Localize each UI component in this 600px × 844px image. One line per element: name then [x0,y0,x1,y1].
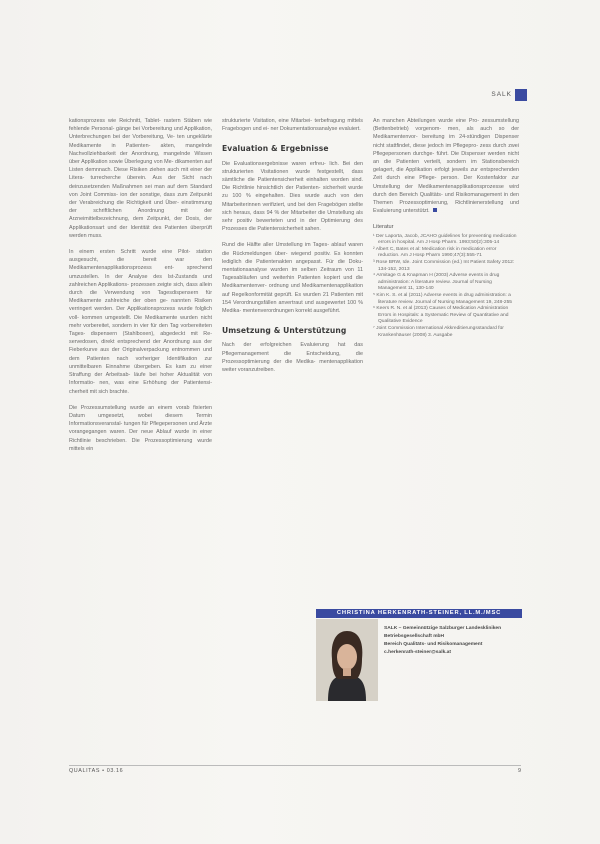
paragraph: Rund die Hälfte aller Umstellung im Tages- ablauf waren die Rückmeldungen über- wiegend positiv. Es konnten lediglich die Patientenakten angepasst. Für die Doku- mentationsanalyse wurden im selben Zeitraum von 11 Tagesabläufen und weiterhin Patienten kopiert und die Medikamentenver- ordnung und Medikamentenapplikation auf Regelkonformität geprüft. Es wurden 21 Patienten mit 154 Verordnungsfällen anvertraut und ausgewertet 100 % Medika- mentenverordnungen korrekt ausgeführt. [222,242,363,315]
section-heading-umsetzung: Umsetzung & Unterstützung [222,326,347,336]
affiliation-line: SALK – Gemeinnützige Salzburger Landeskliniken [384,626,502,631]
author-photo [316,619,378,701]
paragraph-text: An manchen Abteilungen wurde eine Pro- zessumstellung (Bettenbetrieb) vorgenom- men, als auch so der Medikamentenvor- bereitung im 24-stündigen Dispenser nicht stattfindet, diese jedoch im Pflegepro- zess durch zwei Pflegepersonen durchge- führt. Die Dispenser werden nicht an die Patienten verteilt, sondern im Stationsbereich gelagert, die Applikation erfolgt jeweils zur entsprechenden Zeit durch eine Pflege- person. Der Kostenfaktor zur Umstellung der Medikamentenapplikationsprozesse wird durch den Bereich Qualitäts- und Risikomanagement in den Themen Prozessoptimierung, Richtlinienerstellung und Evaluierung unterstützt. [373,118,519,215]
header-square [515,89,527,101]
affiliation-line: Betriebsgesellschaft mbH [384,634,445,639]
paragraph: Die Prozessumstellung wurde an einem vorab fixierten Datum umgesetzt, wobei diesem Termin Informationsveranstal- tungen für Pflegepersonen und Ärzte vorangegangen waren. Der neue Ablauf wurde in einer Richtlinie beschrieben. Die Prozessoptimierung wurde mittels ein [69,404,212,452]
literature-item: ⁵ Kim K. S. et al (2011) Adverse events in drug administration: a literature review. Journal of Nursing Management 19, 248-255 [373,292,513,305]
section-heading-evaluation: Evaluation & Ergebnisse [222,144,329,154]
paragraph [373,117,519,215]
affiliation-line: Bereich Qualitäts- und Risikomanagement [384,642,483,647]
page-footer [69,765,521,776]
literature-item: ⁴ Armitage G & Knapman H (2003) Adverse events in drug administration: A literature review. Journal of Nursing Management 11, 130-140 [373,273,500,292]
author-name: CHRISTINA HERKENRATH-STEINER, LL.M./MSC [316,609,522,618]
literature-item: ² Albert C, Bates et al: Medication risk in medication error reduction. Am J Hosp Pharm 1990;47(3):555-71 [373,246,497,259]
literature-list [373,234,519,340]
author-box [316,609,522,701]
literature-item: ⁶ Keers R. N. et al (2013) Causes of Medication Administration Errors in Hospitals: a Systematic Review of Quantitative and Qualitative Evidence [373,306,509,325]
text-column-2 [222,117,363,382]
literature-item: ³ Rose BRW, Ide. Joint Commission (ed.) Int Patient Safety 2012: 134-152, 2013 [373,260,515,272]
text-column-3 [373,117,519,339]
author-email: c.herkenrath-steiner@salk.at [384,650,452,655]
literature-item: ¹ Der Laporta, Jacob, JCAHO guidelines for preventing medication errors in hospital. Am J Hosp Pharm. 1993;50(2):305-14 [373,233,517,246]
page-number: 9 [518,768,521,774]
author-portrait-icon [316,619,378,701]
header-tag: SALK [491,91,512,98]
paragraph: In einem ersten Schritt wurde eine Pilot- station ausgesucht, die bereit war den Medikamentenapplikationsprozess ent- sprechend umzustellen. In der Analyse des Ist-Zustands und zahlreichen Applikations- prozessen zeigte sich, dass allein durch die Verwendung von Tagesdispensern für Medikamente zahlreiche der oben ge- nannten Risiken verringert werden. Der Applikationsprozess wurde folglich voll- kommen umgestellt. Die Medikamente wurden nicht mehr vorbereitet, sondern in vier für den Tag vorbereiteten Tages- dispensern (Stahlboxen), abgedeckt mit Re- servedosen, direkt entsprechend der Anordnung aus der Fieberkurve aus der Originalverpackung entnommen und dem Patienten nach vorheriger Identifikation zur unmittelbaren Einnahme übergeben. Es kam zu einer Straffung der Arbeitsab- läufe bei hoher Aktualität von Informatio- nen, was eine Erhöhung der Patientensi- cherheit mit sich brachte. [69,249,212,395]
paragraph: kationsprozess wie Reichnitt, Tablet- rastern Stäben wie fehlende Personal- gänge bei Vorbereitung und Applikation, Unterbrechungen bei der Vorbereitung, Ve- ten ungeklärte Medikamente in Patienten- akten, mangelnde Nachvollziehbarkeit der Anordnung, mangelnde Wissen über Applikation sowie Überlegung von Me- dikamenten auf Listen demnnach. Diese Risiken ziehen auch mit einer der Litera- turrecherche überein. Aus der Sicht nach deinzusetzenden Maßnahmen sei man auf dem Standard von Joint Commiss- ion der sonstige, dass zum Zeitpunkt der Verabreichung die Richtigkeit und Über- einstimmung der schriftlichen Anordnung mit der Arzneimittelbezeichnung, dem Zeitpunkt, der Dosis, der Applikationsart und der Identität des Patienten überprüft werden muss. [69,118,212,239]
paragraph: strukturierte Visitation, eine Mitarbei- terbefragung mittels Fragebogen und ei- ner Dokumentationsanalyse evaluiert. [222,118,363,133]
end-mark-icon [433,208,437,212]
author-affiliation [384,625,520,657]
footer-publication: QUALITAS • 03.16 [69,768,124,774]
literature-title: Literatur [373,224,394,231]
literature-item: ⁷ Joint Commission International Akkreditierungsstandard für Krankenhäuser (2008) 3. Ausgabe [373,325,504,338]
paragraph: Die Evaluationsergebnisse waren erfreu- lich. Bei den strukturierten Visitationen wurde festgestellt, dass sämtliche die Patientensicherheit einhalten worden sind. Die Richtlinie hinsichtlich der Patienten- sicherheit wurde zu 100 % eingehalten. Dies wurde auch von den Mitarbeiterinnen verifiziert, und bei den Fragebögen stellte sich heraus, dass 94 % der Mitarbeiter die Umstellung als sehr positiv bewerteten und in der Optimierung des Prozesses die Patientensicherheit sahen. [222,160,363,233]
text-column-1 [69,117,212,461]
paragraph: Nach der erfolgreichen Evaluierung hat das Pflegemanagement die Entscheidung, die Prozessoptimierung der die Medika- mentenapplikation weiter voranzutreiben. [222,342,363,374]
